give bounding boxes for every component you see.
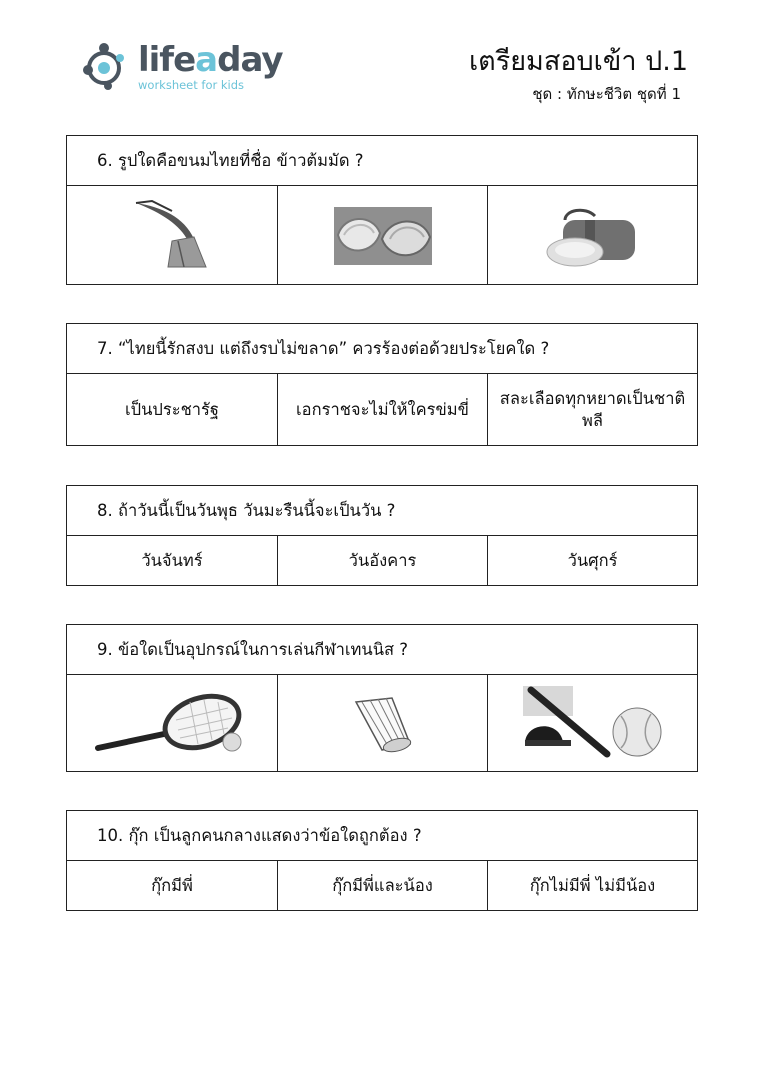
- choice-10-1[interactable]: กุ๊กมีพี่: [67, 861, 278, 910]
- choice-7-2[interactable]: เอกราชจะไม่ให้ใครข่มขี่: [278, 374, 488, 445]
- choice-6-2[interactable]: [278, 186, 488, 284]
- duffel-bag-icon: [545, 202, 641, 268]
- question-text: 10. กุ๊ก เป็นลูกคนกลางแสดงว่าข้อใดถูกต้อง ?: [67, 811, 697, 861]
- question-10: [66, 810, 698, 911]
- question-text: 6. รูปใดคือขนมไทยที่ชื่อ ข้าวต้มมัด ?: [67, 136, 697, 186]
- lifeaday-logo: [82, 38, 282, 96]
- question-8: [66, 485, 698, 586]
- question-text: 8. ถ้าวันนี้เป็นวันพุธ วันมะรืนนี้จะเป็นวัน ?: [67, 486, 697, 536]
- molecule-logo-icon: [82, 40, 134, 92]
- logo-tagline: worksheet for kids: [138, 78, 245, 92]
- choice-7-1[interactable]: เป็นประชารัฐ: [67, 374, 278, 445]
- choice-6-1[interactable]: [67, 186, 278, 284]
- question-6: [66, 135, 698, 285]
- shuttlecock-icon: [352, 692, 414, 754]
- question-9: [66, 624, 698, 772]
- tennis-racket-icon: [94, 690, 250, 756]
- question-text: 9. ข้อใดเป็นอุปกรณ์ในการเล่นกีฬาเทนนิส ?: [67, 625, 697, 675]
- choice-8-1[interactable]: วันจันทร์: [67, 536, 278, 585]
- choice-9-1[interactable]: [67, 675, 278, 771]
- choice-7-3[interactable]: สละเลือดทุกหยาดเป็นชาติพลี: [499, 388, 686, 430]
- question-text: 7. “ไทยนี้รักสงบ แต่ถึงรบไม่ขลาด” ควรร้องต่อด้วยประโยคใด ?: [67, 324, 697, 374]
- choice-8-3[interactable]: วันศุกร์: [567, 550, 618, 570]
- question-7: [66, 323, 698, 446]
- choice-8-2[interactable]: วันอังคาร: [278, 536, 488, 585]
- page-subtitle: ชุด : ทักษะชีวิต ชุดที่ 1: [532, 85, 681, 103]
- choice-6-3[interactable]: [488, 186, 697, 284]
- pomelo-icon: [334, 205, 432, 265]
- baseball-set-icon: [523, 686, 663, 760]
- banana-leaf-dessert-icon: [132, 197, 212, 273]
- choice-10-2[interactable]: กุ๊กมีพี่และน้อง: [278, 861, 488, 910]
- logo-wordmark: lifeaday: [138, 40, 283, 80]
- page-title: เตรียมสอบเข้า ป.1: [468, 46, 688, 77]
- choice-9-2[interactable]: [278, 675, 488, 771]
- choice-10-3[interactable]: กุ๊กไม่มีพี่ ไม่มีน้อง: [529, 875, 656, 895]
- choice-9-3[interactable]: [488, 675, 697, 771]
